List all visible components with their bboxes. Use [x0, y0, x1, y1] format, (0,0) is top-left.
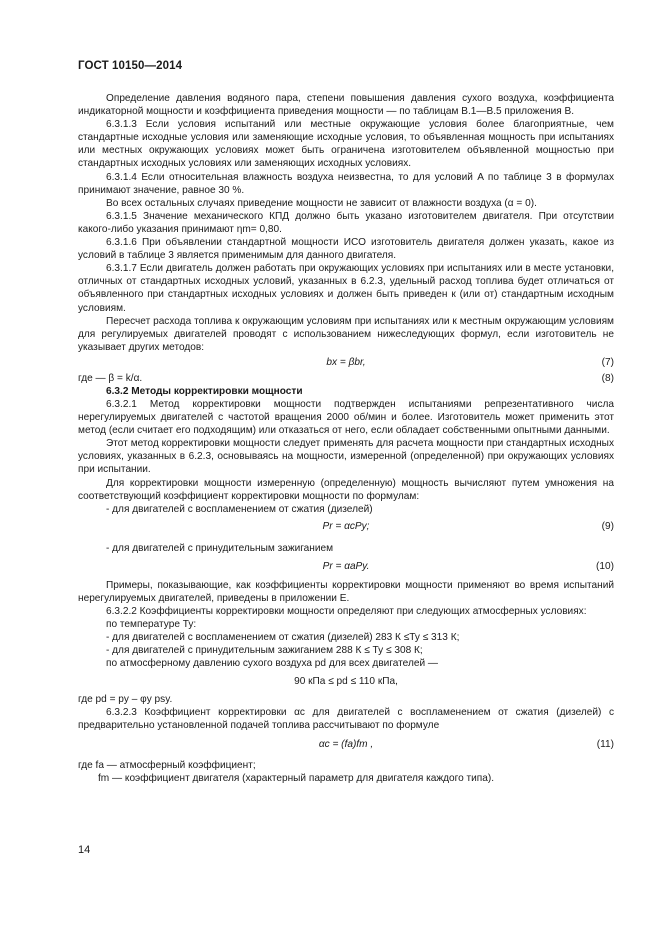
paragraph: Пересчет расхода топлива к окружающим условиям при испытаниях или к местным окружающим условиям для регулируемых двигателей проводят с использованием нижеследующих формул, если изготовитель не указывает других методов: [78, 315, 614, 353]
where-line: fm — коэффициент двигателя (характерный параметр для двигателя каждого типа). [98, 772, 495, 784]
paragraph: Во всех остальных случаях приведение мощности не зависит от влажности воздуха (α = 0). [106, 197, 537, 209]
paragraph: Примеры, показывающие, как коэффициенты корректировки мощности применяют во время испытаний нерегулируемых двигателей, приведены в приложении Е. [78, 579, 614, 604]
paragraph: 6.3.1.7 Если двигатель должен работать при окружающих условиях при испытаниях или в месте установки, отличных от стандартных исходных условий, указанных в 6.2.3, удельный расход топлива будет отличаться от объявленного при стандартных исходных условиях и должен быть приведен к (или от) стандартным исходным условиям. [78, 263, 614, 314]
paragraph: 6.3.2.2 Коэффициенты корректировки мощности определяют при следующих атмосферных условиях: [106, 606, 587, 618]
equation-where: где — β = k/α. [78, 372, 143, 384]
equation-7 [78, 356, 614, 371]
paragraph: 6.3.1.6 При объявлении стандартной мощности ИСО изготовитель двигателя должен указать, какое из условий в таблице 3 является применимым для данного двигателя. [78, 237, 614, 262]
list-item: - для двигателей с принудительным зажиганием [106, 542, 334, 554]
condition-line: по атмосферному давлению сухого воздуха pd для всех двигателей — [106, 658, 438, 670]
where-line: где fa — атмосферный коэффициент; [78, 759, 256, 771]
list-item: - для двигателей с воспламенением от сжатия (дизелей) [106, 503, 373, 515]
standard-header: ГОСТ 10150—2014 [78, 60, 183, 72]
equation-number: (7) [601, 356, 614, 368]
equation-number: (9) [601, 520, 614, 532]
paragraph: 6.3.1.4 Если относительная влажность воздуха неизвестна, то для условий A по таблице 3 в формулах принимают значение, равное 30 %. [78, 171, 614, 196]
equation-11 [78, 738, 614, 758]
equation-8 [78, 372, 614, 385]
paragraph: 6.3.1.3 Если условия испытаний или местные окружающие условия более благоприятные, чем стандартные исходные условия или заменяющие исходные условия, то объявленная мощность при испытаниях или местных окружающих условиях может быть ограничена изготовителем объявленной мощностью при стандартных исходных условиях или заменяющих исходных условиях. [78, 119, 614, 170]
equation-formula: bx = βbr, [326, 356, 366, 368]
paragraph: 6.3.2.1 Метод корректировки мощности подтвержден испытаниями репрезентативного числа нерегулируемых двигателей с частотой вращения 2000 об/мин и более. Изготовитель может применить этот метод (если считает его подходящим) или отказаться от него, если обладает собственными опытными данными. [78, 398, 614, 437]
paragraph: Определение давления водяного пара, степени повышения давления сухого воздуха, коэффициента индикаторной мощности и коэффициента приведения мощности — по таблицам В.1—В.5 приложения В. [78, 93, 614, 118]
where-line: где pd = py – φy psy. [78, 693, 173, 705]
condition-line: - для двигателей с воспламенением от сжатия (дизелей) 283 К ≤Ty ≤ 313 К; [106, 632, 460, 644]
condition-line: - для двигателей с принудительным зажиганием 288 К ≤ Ty ≤ 308 К; [106, 645, 423, 657]
paragraph: 6.3.1.5 Значение механического КПД должно быть указано изготовителем двигателя. При отсутствии какого-либо указания принимают ηm= 0,80. [78, 210, 614, 235]
section-title: 6.3.2 Методы корректировки мощности [106, 385, 303, 397]
paragraph: Для корректировки мощности измеренную (определенную) мощность вычисляют путем умножения на соответствующий коэффициент корректировки мощности по формулам: [78, 477, 614, 502]
equation-formula: 90 кПа ≤ pd ≤ 110 кПа, [294, 675, 398, 687]
equation-formula: Pr = αcPy; [322, 520, 370, 532]
paragraph: 6.3.2.3 Коэффициент корректировки αc для двигателей с воспламенением от сжатия (дизелей) с предварительно установленной подачей топлива рассчитывают по формуле [78, 706, 614, 731]
equation-number: (8) [601, 372, 614, 384]
equation-9 [78, 520, 614, 537]
page-number: 14 [78, 844, 91, 856]
paragraph: Этот метод корректировки мощности следует применять для расчета мощности при стандартных исходных условиях, указанных в 6.2.3, основываясь на мощности, измеренной (определенной) при окружающих условиях при испытании. [78, 438, 614, 476]
equation-10 [78, 560, 614, 577]
document-body [78, 92, 614, 785]
condition-line: по температуре Ty: [106, 619, 197, 631]
equation-formula: Pr = αaPy. [322, 560, 370, 572]
equation-formula: αc = (fa)fm , [318, 738, 374, 750]
equation-number: (10) [596, 560, 614, 572]
pressure-range [78, 675, 614, 692]
equation-number: (11) [596, 738, 614, 750]
